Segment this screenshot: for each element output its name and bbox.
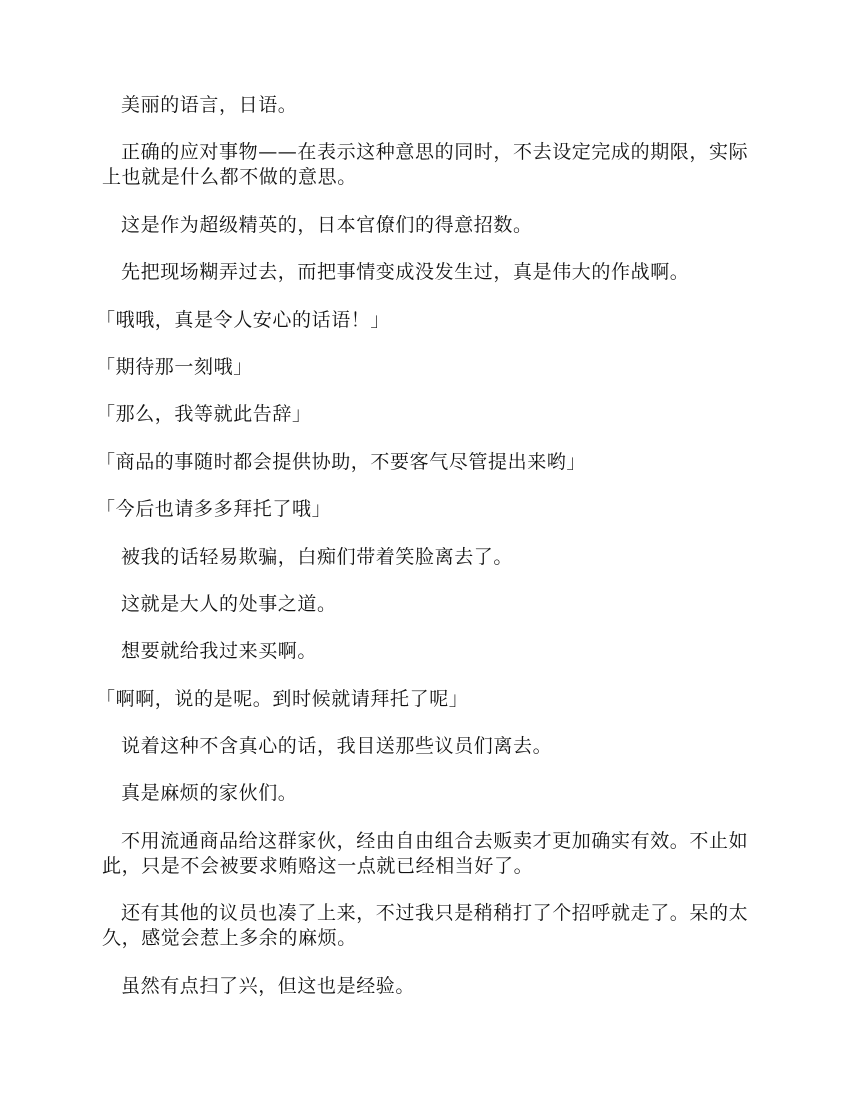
paragraph: 这是作为超级精英的，日本官僚们的得意招数。 xyxy=(121,213,533,236)
paragraph: 先把现场糊弄过去，而把事情变成没发生过，真是伟大的作战啊。 xyxy=(121,261,690,284)
dialogue-line: 「期待那一刻哦」 xyxy=(96,355,253,378)
paragraph: 被我的话轻易欺骗，白痴们带着笑脸离去了。 xyxy=(121,545,514,568)
paragraph: 不用流通商品给这群家伙，经由自由组合去贩卖才更加确实有效。不止如此，只是不会被要求贿赂这一点就已经相当好了。 xyxy=(102,829,749,877)
paragraph: 虽然有点扫了兴，但这也是经验。 xyxy=(121,974,416,997)
dialogue-line: 「啊啊，说的是呢。到时候就请拜托了呢」 xyxy=(96,687,469,710)
paragraph: 真是麻烦的家伙们。 xyxy=(121,782,298,805)
paragraph: 还有其他的议员也凑了上来，不过我只是稍稍打了个招呼就走了。呆的太久，感觉会惹上多余的麻烦。 xyxy=(102,902,749,950)
paragraph: 这就是大人的处事之道。 xyxy=(121,592,337,615)
paragraph: 想要就给我过来买啊。 xyxy=(121,640,318,663)
dialogue-line: 「商品的事随时都会提供协助，不要客气尽管提出来哟」 xyxy=(96,450,587,473)
dialogue-line: 「今后也请多多拜托了哦」 xyxy=(96,498,332,521)
paragraph: 说着这种不含真心的话，我目送那些议员们离去。 xyxy=(121,735,553,758)
dialogue-line: 「那么，我等就此告辞」 xyxy=(96,403,312,426)
text-column xyxy=(96,93,750,1021)
paragraph: 正确的应对事物——在表示这种意思的同时，不去设定完成的期限，实际上也就是什么都不做的意思。 xyxy=(102,141,749,189)
dialogue-line: 「哦哦，真是令人安心的话语！」 xyxy=(96,308,391,331)
paragraph: 美丽的语言，日语。 xyxy=(121,94,298,116)
